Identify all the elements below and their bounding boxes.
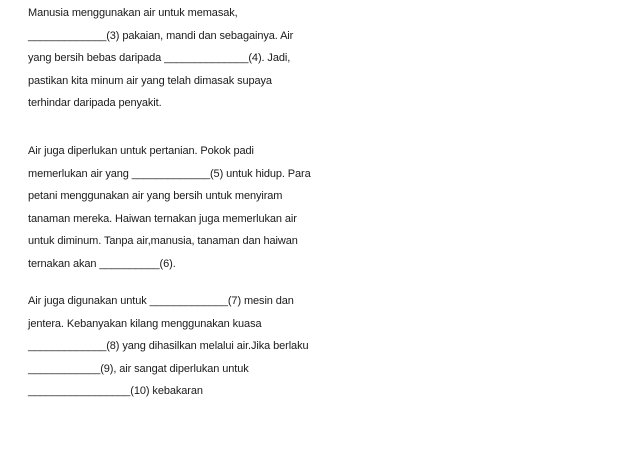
paragraph-industry — [28, 290, 448, 403]
text-line-blank-3: _____________(3) pakaian, mandi dan sebagainya. Air — [28, 29, 294, 42]
text-line-blank-5: memerlukan air yang _____________(5) untuk hidup. Para — [28, 167, 311, 180]
text-line-blank-9: ____________(9), air sangat diperlukan untuk — [28, 362, 249, 375]
text-line: terhindar daripada penyakit. — [28, 97, 162, 110]
text-line-blank-8: _____________(8) yang dihasilkan melalui air.Jika berlaku — [28, 340, 309, 353]
text-line: tanaman mereka. Haiwan ternakan juga memerlukan air — [28, 212, 297, 225]
text-line: Manusia menggunakan air untuk memasak, — [28, 7, 238, 19]
text-line-blank-6: ternakan akan __________(6). — [28, 257, 176, 270]
text-line: petani menggunakan air yang bersih untuk menyiram — [28, 190, 283, 203]
paragraph-agriculture — [28, 140, 448, 276]
text-line: untuk diminum. Tanpa air,manusia, tanaman dan haiwan — [28, 235, 298, 248]
text-line: pastikan kita minum air yang telah dimasak supaya — [28, 74, 272, 87]
text-line-blank-10: _________________(10) kebakaran — [28, 385, 203, 398]
text-line-blank-4: yang bersih bebas daripada ______________(4). Jadi, — [28, 52, 291, 65]
text-line: Air juga diperlukan untuk pertanian. Pokok padi — [28, 145, 254, 157]
paragraph-domestic-use — [28, 2, 448, 115]
text-line: jentera. Kebanyakan kilang menggunakan kuasa — [28, 317, 262, 330]
text-line-blank-7: Air juga digunakan untuk _____________(7) mesin dan — [28, 295, 294, 307]
